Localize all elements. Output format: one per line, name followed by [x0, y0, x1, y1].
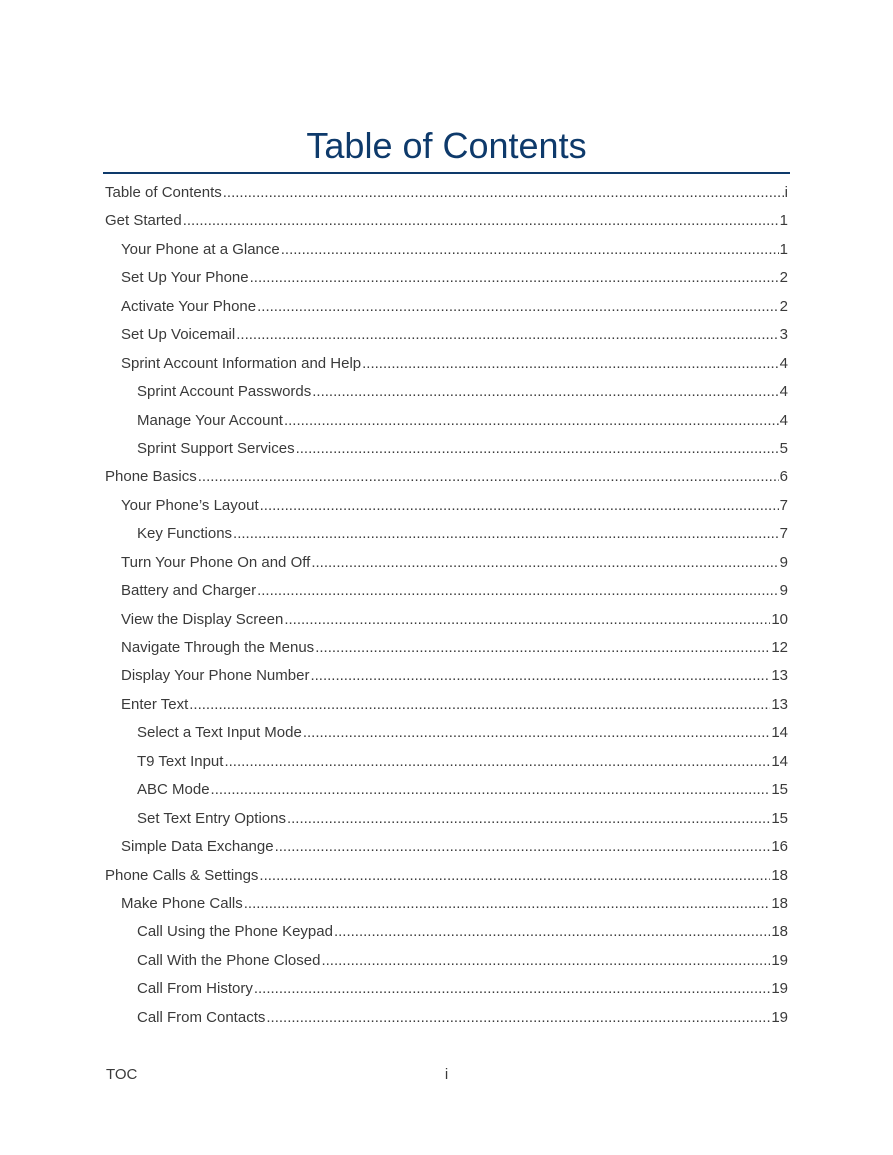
toc-entry-page-number[interactable]: 12 — [771, 639, 788, 656]
toc-entry-label[interactable]: Manage Your Account — [137, 411, 283, 429]
toc-entry-label[interactable]: Key Functions — [137, 525, 233, 543]
toc-entry-page-number[interactable]: i — [784, 184, 788, 201]
footer-page-number: i — [444, 1066, 449, 1083]
toc-entry[interactable] — [103, 606, 788, 634]
toc-entry-label[interactable]: Set Up Voicemail — [121, 326, 236, 344]
toc-dot-leader — [310, 662, 770, 690]
toc-entry-label[interactable]: Activate Your Phone — [121, 297, 257, 315]
toc-entry[interactable] — [103, 833, 788, 861]
toc-entry-page-number[interactable]: 15 — [771, 809, 788, 827]
toc-entry-page-number[interactable]: 1 — [779, 240, 788, 258]
toc-entry[interactable] — [103, 947, 788, 975]
toc-entry-page-number[interactable]: 14 — [771, 752, 788, 770]
toc-entry-label[interactable]: Battery and Charger — [121, 582, 257, 600]
toc-entry-page-number[interactable]: 1 — [779, 212, 788, 230]
toc-dot-leader — [321, 947, 770, 975]
toc-entry-page-number[interactable]: 5 — [779, 439, 788, 457]
toc-dot-leader — [254, 975, 770, 1003]
toc-entry-label[interactable]: Simple Data Exchange — [121, 838, 274, 856]
toc-entry-label[interactable]: Get Started — [105, 212, 182, 230]
toc-entry-page-number[interactable]: 9 — [779, 582, 788, 600]
toc-dot-leader — [281, 236, 779, 264]
toc-entry[interactable] — [103, 975, 788, 1003]
toc-dot-leader — [257, 577, 779, 605]
toc-entry-page-number[interactable]: 13 — [771, 695, 788, 713]
toc-entry-label[interactable]: Enter Text — [121, 695, 189, 713]
toc-entry[interactable] — [103, 1004, 788, 1032]
toc-dot-leader — [275, 833, 771, 861]
toc-entry-page-number[interactable]: 15 — [771, 781, 788, 799]
toc-entry-page-number[interactable]: 3 — [779, 326, 788, 344]
toc-entry[interactable] — [103, 918, 788, 946]
toc-entry-page-number[interactable]: 2 — [779, 269, 788, 287]
toc-entry-page-number[interactable]: 2 — [779, 297, 788, 315]
toc-dot-leader — [236, 321, 778, 349]
toc-entry[interactable] — [103, 407, 788, 435]
footer-section-label: TOC — [106, 1066, 138, 1083]
toc-entry-label[interactable]: Phone Calls & Settings — [105, 866, 259, 884]
page-title: Table of Contents — [306, 125, 587, 166]
toc-entry-page-number[interactable]: 10 — [771, 610, 788, 628]
toc-entry-page-number[interactable]: 4 — [779, 383, 788, 401]
toc-dot-leader — [296, 435, 779, 463]
toc-entry[interactable] — [103, 634, 788, 662]
toc-entry-page-number[interactable]: 16 — [771, 838, 788, 856]
toc-entry-label[interactable]: Table of Contents — [105, 184, 222, 201]
toc-dot-leader — [266, 1004, 770, 1032]
toc-entry[interactable] — [103, 719, 788, 747]
toc-dot-leader — [223, 179, 784, 207]
toc-entry[interactable] — [103, 350, 788, 378]
toc-entry-label[interactable]: Set Text Entry Options — [137, 809, 286, 827]
toc-list — [103, 179, 788, 1032]
toc-entry-label[interactable]: Call With the Phone Closed — [137, 951, 321, 969]
toc-dot-leader — [211, 776, 771, 804]
toc-entry-page-number[interactable]: 14 — [771, 724, 788, 742]
toc-dot-leader — [189, 691, 770, 719]
toc-entry-label[interactable]: Navigate Through the Menus — [121, 639, 315, 656]
toc-entry-page-number[interactable]: 7 — [779, 525, 788, 543]
toc-entry[interactable] — [103, 435, 788, 463]
toc-entry[interactable] — [103, 662, 788, 690]
toc-entry[interactable] — [103, 463, 788, 491]
toc-entry-label[interactable]: Your Phone at a Glance — [121, 240, 280, 258]
toc-dot-leader — [311, 549, 778, 577]
toc-entry-label[interactable]: T9 Text Input — [137, 752, 224, 770]
toc-dot-leader — [259, 862, 770, 890]
toc-dot-leader — [284, 407, 779, 435]
toc-entry-label[interactable]: Select a Text Input Mode — [137, 724, 302, 742]
toc-entry-label[interactable]: Sprint Account Passwords — [137, 383, 312, 401]
toc-dot-leader — [362, 350, 779, 378]
toc-entry[interactable] — [103, 378, 788, 406]
toc-dot-leader — [183, 207, 779, 235]
toc-entry[interactable] — [103, 862, 788, 890]
toc-entry-label[interactable]: Sprint Support Services — [137, 439, 295, 457]
toc-dot-leader — [303, 719, 770, 747]
toc-entry[interactable] — [103, 748, 788, 776]
toc-dot-leader — [250, 264, 779, 292]
toc-entry[interactable] — [103, 805, 788, 833]
toc-entry-label[interactable]: View the Display Screen — [121, 610, 284, 628]
toc-entry[interactable] — [103, 890, 788, 918]
toc-entry-page-number[interactable]: 4 — [779, 411, 788, 429]
toc-entry[interactable] — [103, 577, 788, 605]
toc-entry-page-number[interactable]: 4 — [779, 354, 788, 372]
toc-dot-leader — [284, 606, 770, 634]
toc-entry[interactable] — [103, 691, 788, 719]
toc-entry-label[interactable]: Display Your Phone Number — [121, 667, 310, 685]
toc-entry[interactable] — [103, 293, 788, 321]
toc-dot-leader — [312, 378, 778, 406]
toc-entry-page-number[interactable]: 6 — [779, 468, 788, 486]
toc-entry-label[interactable]: Turn Your Phone On and Off — [121, 553, 311, 571]
title-underline — [103, 172, 790, 174]
toc-entry[interactable] — [103, 207, 788, 235]
toc-dot-leader — [244, 890, 771, 918]
toc-entry-page-number[interactable]: 18 — [771, 894, 788, 912]
toc-entry-page-number[interactable]: 9 — [779, 553, 788, 571]
toc-entry-label[interactable]: Phone Basics — [105, 468, 197, 486]
toc-entry[interactable] — [103, 520, 788, 548]
toc-entry-label[interactable]: Your Phone’s Layout — [121, 496, 259, 514]
toc-entry-label[interactable]: Call From History — [137, 980, 253, 998]
toc-entry-page-number[interactable]: 18 — [771, 866, 788, 884]
toc-dot-leader — [198, 463, 779, 491]
toc-entry[interactable] — [103, 236, 788, 264]
toc-entry[interactable] — [103, 549, 788, 577]
toc-dot-leader — [260, 492, 779, 520]
toc-entry-label[interactable]: Call From Contacts — [137, 1008, 266, 1026]
toc-entry[interactable] — [103, 492, 788, 520]
toc-dot-leader — [233, 520, 779, 548]
toc-entry[interactable] — [103, 776, 788, 804]
toc-dot-leader — [315, 634, 770, 662]
toc-entry-label[interactable]: Sprint Account Information and Help — [121, 354, 362, 372]
toc-entry[interactable] — [103, 179, 788, 207]
toc-entry-page-number[interactable]: 7 — [779, 496, 788, 514]
toc-entry-page-number[interactable]: 13 — [771, 667, 788, 685]
toc-entry-page-number[interactable]: 18 — [771, 923, 788, 941]
toc-dot-leader — [334, 918, 770, 946]
toc-entry[interactable] — [103, 321, 788, 349]
toc-entry-label[interactable]: Call Using the Phone Keypad — [137, 923, 333, 941]
toc-dot-leader — [257, 293, 779, 321]
toc-entry-label[interactable]: Set Up Your Phone — [121, 269, 249, 287]
toc-entry-label[interactable]: Make Phone Calls — [121, 894, 243, 912]
toc-entry-page-number[interactable]: 19 — [771, 980, 788, 998]
toc-entry-page-number[interactable]: 19 — [771, 951, 788, 969]
toc-entry-page-number[interactable]: 19 — [771, 1008, 788, 1026]
toc-entry[interactable] — [103, 264, 788, 292]
toc-entry-label[interactable]: ABC Mode — [137, 781, 210, 799]
toc-dot-leader — [224, 748, 770, 776]
toc-dot-leader — [287, 805, 770, 833]
